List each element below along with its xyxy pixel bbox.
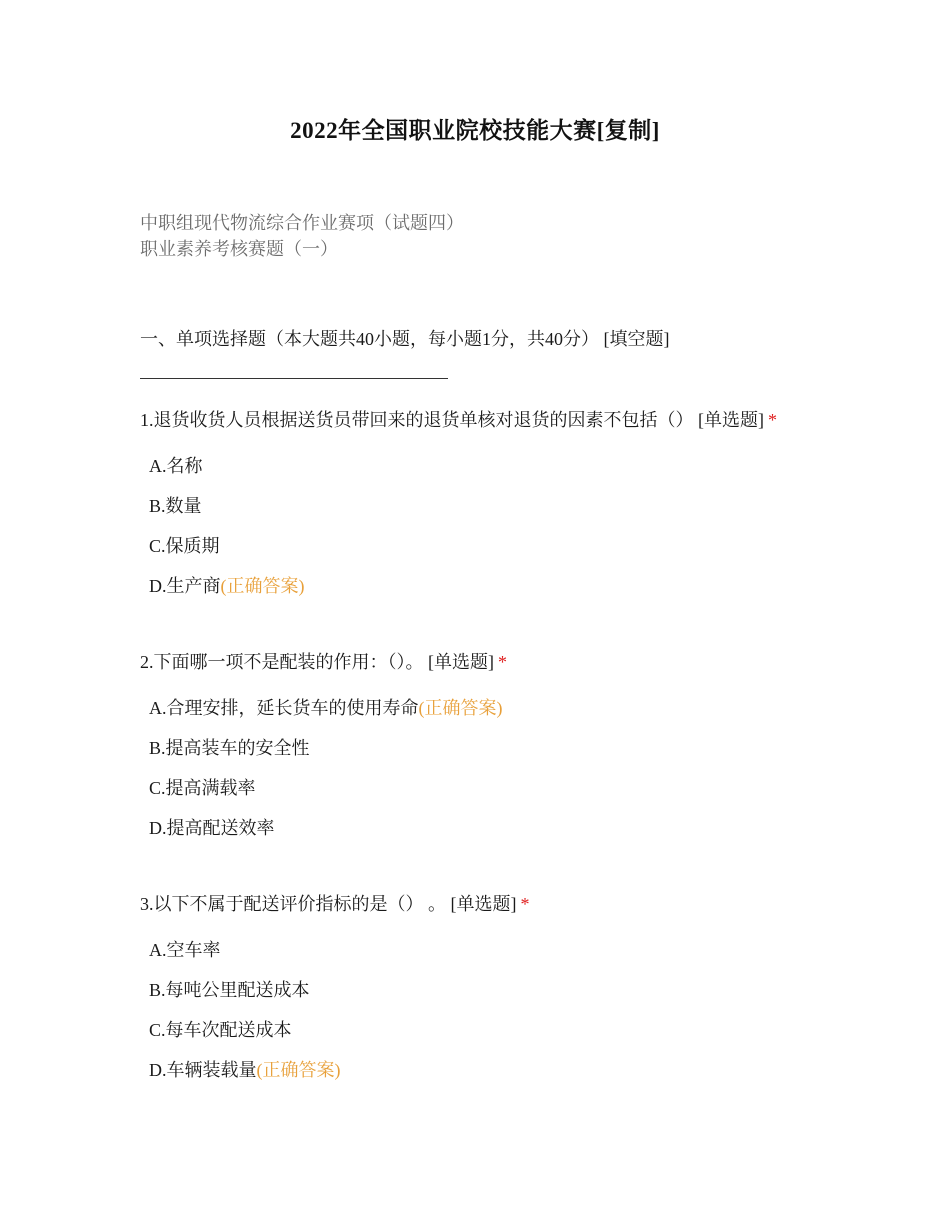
correct-answer-mark: (正确答案)	[418, 698, 503, 718]
subtitle-exam-part: 职业素养考核赛题（一）	[140, 239, 338, 259]
option-label: A.名称	[149, 456, 203, 476]
question-2	[140, 648, 507, 674]
option-label: D.生产商	[149, 576, 221, 596]
option-label: B.数量	[149, 496, 202, 516]
question-2-option-d[interactable]	[149, 814, 275, 840]
required-mark: *	[768, 410, 777, 430]
question-1-option-a[interactable]	[149, 452, 203, 478]
required-mark: *	[498, 652, 507, 672]
option-label: B.提高装车的安全性	[149, 738, 310, 758]
option-label: A.合理安排，延长货车的使用寿命	[149, 698, 419, 718]
question-3-option-a[interactable]	[149, 936, 221, 962]
question-1	[140, 406, 777, 432]
option-label: B.每吨公里配送成本	[149, 980, 310, 1000]
question-1-option-c[interactable]	[149, 532, 220, 558]
question-3-option-c[interactable]	[149, 1016, 292, 1042]
question-text: 1.退货收货人员根据送货员带回来的退货单核对退货的因素不包括（） [单选题]	[140, 410, 764, 430]
question-text: 2.下面哪一项不是配装的作用：（）。 [单选题]	[140, 652, 494, 672]
question-3	[140, 890, 530, 916]
correct-answer-mark: (正确答案)	[256, 1060, 341, 1080]
subtitle-competition: 中职组现代物流综合作业赛项（试题四）	[140, 213, 464, 233]
section-heading: 一、单项选择题（本大题共40小题，每小题1分，共40分） [填空题]	[140, 329, 670, 349]
question-2-option-c[interactable]	[149, 774, 256, 800]
question-3-option-b[interactable]	[149, 976, 310, 1002]
question-text: 3.以下不属于配送评价指标的是（） 。 [单选题]	[140, 894, 517, 914]
option-label: D.车辆装载量	[149, 1060, 257, 1080]
correct-answer-mark: (正确答案)	[220, 576, 305, 596]
option-label: D.提高配送效率	[149, 818, 275, 838]
fill-blank-line	[140, 378, 448, 379]
question-3-option-d[interactable]	[149, 1056, 341, 1082]
question-2-option-a[interactable]	[149, 694, 503, 720]
required-mark: *	[520, 894, 530, 914]
option-label: A.空车率	[149, 940, 221, 960]
question-1-option-b[interactable]	[149, 492, 202, 518]
page-title: 2022年全国职业院校技能大赛[复制]	[290, 118, 660, 143]
question-1-option-d[interactable]	[149, 572, 305, 598]
question-2-option-b[interactable]	[149, 734, 310, 760]
option-label: C.保质期	[149, 536, 220, 556]
option-label: C.提高满载率	[149, 778, 256, 798]
option-label: C.每车次配送成本	[149, 1020, 292, 1040]
